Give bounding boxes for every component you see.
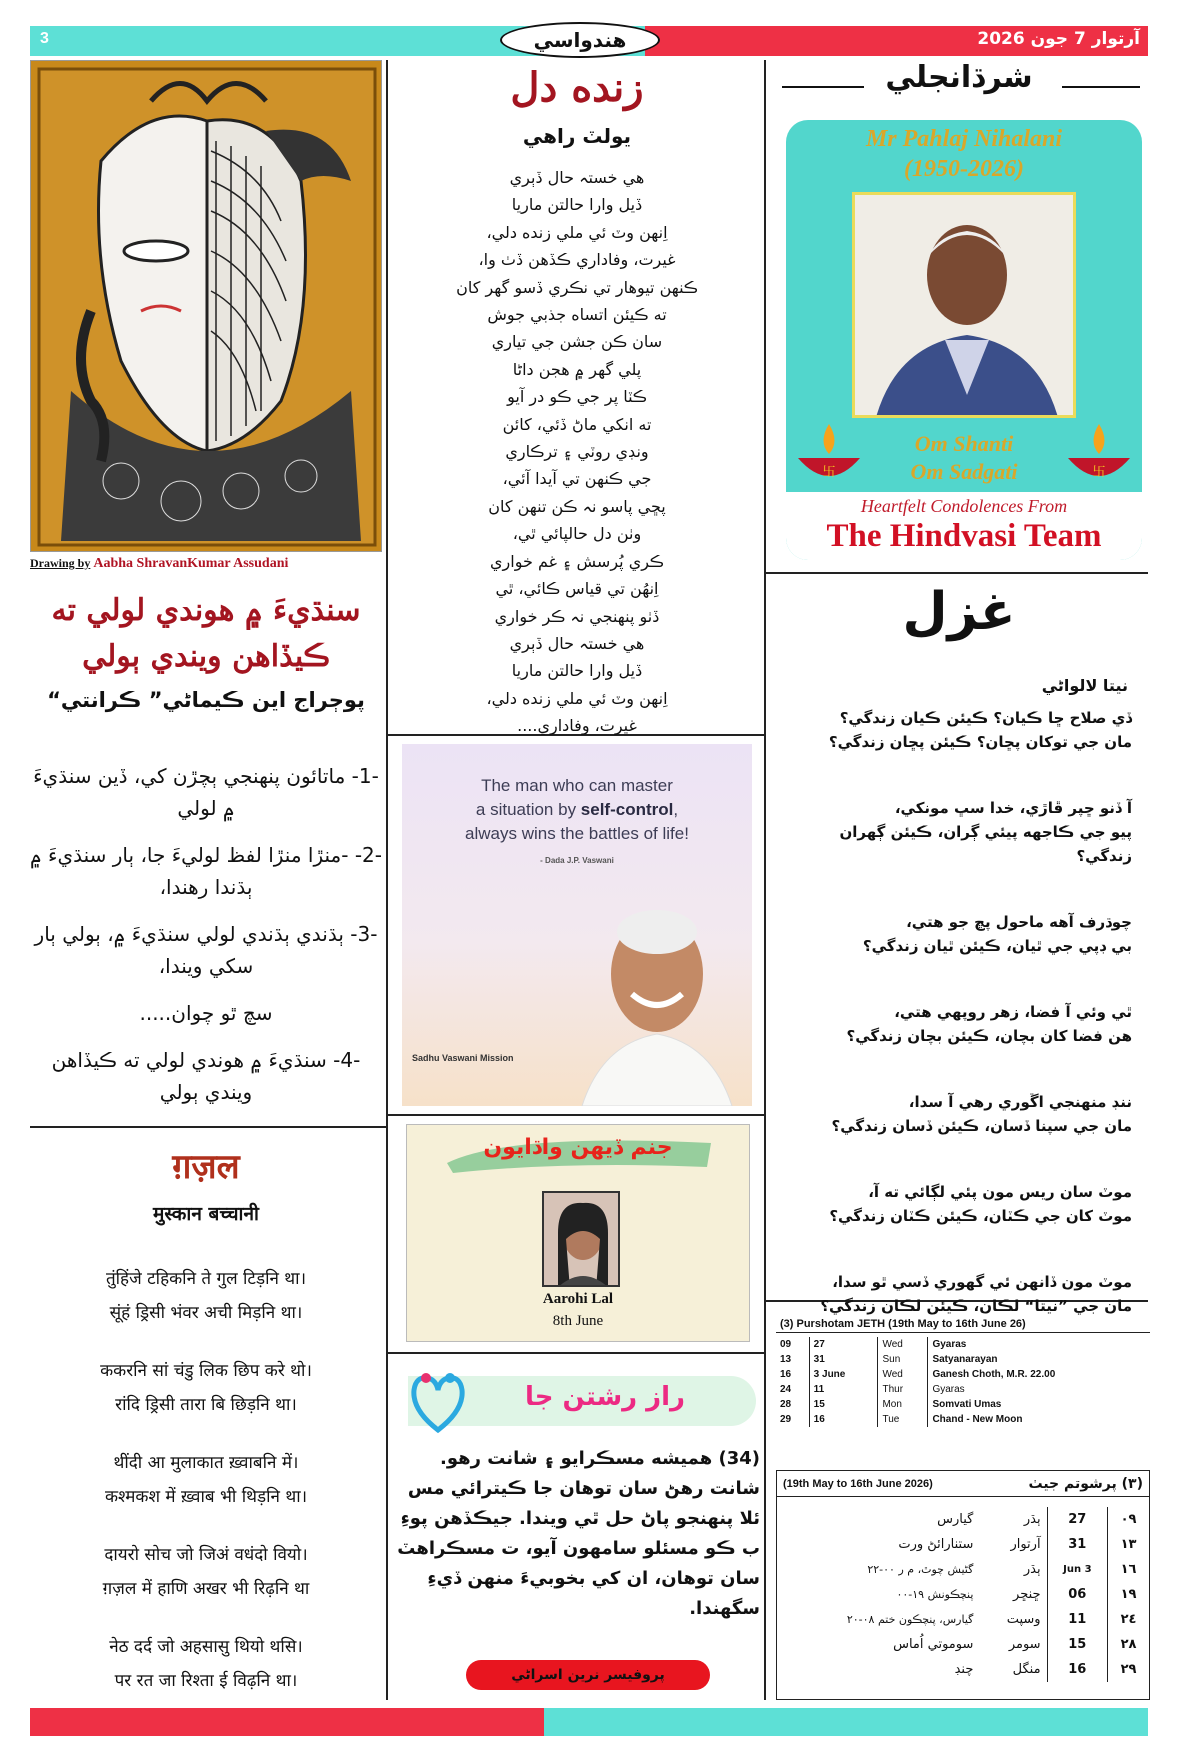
sindhi-ghazal-title: غزل: [902, 582, 1016, 642]
drawing-credit: [30, 556, 382, 572]
tribute-photo: [852, 192, 1076, 418]
ghazal-line: ٿي وئي آ فضا، زهر روپهي هتي،: [894, 1003, 1132, 1021]
poem-line: ڏيل وارا حالتن ماريا: [511, 661, 643, 681]
quote-mission-label: Sadhu Vaswani Mission: [412, 1053, 514, 1063]
credit-artist: Aabha ShravanKumar Assudani: [93, 556, 289, 571]
poem-line: وٺن دل حالپائي ٿي،: [512, 524, 642, 544]
bottom-color-bar: [30, 1708, 1148, 1736]
table-row: 16 3 June Wed Ganesh Choth, M.R. 22.00: [776, 1367, 1150, 1382]
poem-line: ڪٽا پر جي ڪو در آيو: [507, 387, 647, 407]
hindi-ghazal-title: ग़ज़ल: [172, 1147, 240, 1187]
ghazal-line: بي ڊپي جي ٿيان، ڪيئن ٿيان زندگي؟: [862, 937, 1132, 955]
birthday-name: Aarohi Lal: [542, 1291, 614, 1307]
ghazal-line: موٽ مون ڏانهن ئي گهوري ڏسي ٿو سدا،: [832, 1273, 1132, 1291]
section-divider: [30, 1126, 386, 1128]
ghazal-line: तुंहिंजे टहिकनि ते गुल टिड़नि था।: [105, 1269, 307, 1289]
birthday-title: جنم ڏيهن واڌايون: [483, 1135, 673, 1160]
section-divider: [764, 572, 1148, 574]
svg-text:卐: 卐: [822, 465, 836, 480]
article-line: -1- ماتائون پنهنجي ٻچڙن کي، ڏين سنڌيءَ ۾ لولي: [33, 764, 379, 820]
birthday-box: [406, 1124, 750, 1342]
poem-line: ته ڪيئن اتساه جذبي جوش: [487, 305, 667, 325]
tribute-name: Mr Pahlaj Nihalani (1950-2026): [865, 126, 1063, 182]
ghazal-line: موٽ کان جي ڪٽان، ڪيئن ڪٽان زندگي؟: [829, 1207, 1132, 1225]
sindhi-ghazal-body: [786, 706, 1132, 1360]
raaz-author-badge: پروفيسر نرين اسراڻي: [466, 1660, 710, 1690]
shraddhanjali-title: شرڌانجلي: [885, 60, 1033, 95]
ghazal-line: ڏي صلاح ڇا ڪيان؟ ڪيئن ڪيان زندگي؟: [839, 709, 1132, 727]
article-line: -2- -منڙا منڙا لفظ لوليءَ جا، ٻار سنڌيءَ ۾ ٻڌندا رهندا،: [29, 843, 382, 899]
sindhi-ghazal-author: نيتا لالواڻي: [1041, 676, 1128, 695]
sindhi-article-body: [30, 760, 382, 1123]
poem-line: اِنهُن تي قياس ڪائي، ٿي: [495, 579, 659, 599]
column-divider: [764, 60, 766, 1700]
hindi-ghazal-body: [30, 1262, 382, 1698]
ghazal-line: पर रत जा रिश्ता ई विढ़नि था।: [114, 1671, 298, 1691]
ghazal-line: थींदी आ मुलाकात ख़्वाबनि में।: [113, 1453, 299, 1473]
vaswani-portrait: [572, 894, 742, 1106]
poem-author: يولٽ راهي: [522, 124, 632, 148]
table-row: ٢٩ 16 منگل چنڊ: [777, 1657, 1149, 1682]
poem-line: اِنهن وٽ ئي ملي زنده دلي،: [486, 688, 668, 708]
ghazal-line: موٽ سان ريس مون پئي لڳائي ته آ،: [868, 1183, 1132, 1201]
poem-line: ڏٺو پنهنجي نہ ڪر خواري: [494, 606, 660, 626]
quote-text: The man who can master a situation by self-control, always wins the battles of life!: [465, 776, 689, 843]
poem-line: هي خستہ حال ڏٻري: [509, 168, 645, 187]
birthday-date: 8th June: [552, 1313, 604, 1329]
poem-body: [392, 164, 762, 740]
shiva-drawing-image: [30, 60, 382, 552]
table-row: 09 27 Wed Gyaras: [776, 1337, 1150, 1352]
poem-line: سان ڪن جشن جي تياري: [491, 332, 663, 352]
table-row: ٢٤ 11 وسپت گيارس، پنچڪون ختم ٠٨-٢٠: [777, 1607, 1149, 1632]
poem-line: اِنهن وٽ ئي ملي زنده دلي،: [486, 222, 668, 242]
ghazal-line: ننڊ منهنجي اڱوري رهي آ سدا،: [908, 1093, 1132, 1111]
poem-line: ته انکي ماڻ ڏئي، کائن: [502, 414, 652, 434]
table-row: ٠٩ 27 ٻڌر گيارس: [777, 1507, 1149, 1532]
table-row: ١٩ 06 ڇنڇر پنچڪونش ١٩-٠٠: [777, 1582, 1149, 1607]
table-row: ١٣ 31 آرتوار ستنارائڻ ورت: [777, 1532, 1149, 1557]
ghazal-line: नेठ दर्द जो अहसासु थियो थसि।: [109, 1637, 303, 1657]
ghazal-line: آ ڏنو ڇپر ڦاڙي، خدا سڀ مونکي،: [894, 799, 1132, 817]
ghazal-line: रांदि ड्रिसी तारा बि छिड़नि था।: [115, 1395, 297, 1415]
ghazal-line: ककरनि सां चंडु लिक छिप करे थो।: [100, 1361, 312, 1381]
table-row: 13 31 Sun Satyanarayan: [776, 1352, 1150, 1367]
calendar-sindhi-table: [777, 1507, 1149, 1682]
ghazal-line: दायरो सोच जो जिअं वधंदो वियो।: [104, 1545, 308, 1565]
table-row: ٢٨ 15 سومر سوموتي اُماس: [777, 1632, 1149, 1657]
quote-author: - Dada J.P. Vaswani: [540, 856, 614, 865]
calendar-english-heading: (3) Purshotam JETH (19th May to 16th June 26): [776, 1316, 1150, 1333]
ghazal-line: مان جي ”نيتا“ لڪان، ڪيئن لڪان زندگي؟: [820, 1297, 1132, 1315]
ghazal-line: सूंहं ड्रिसी भंवर अची मिड़नि था।: [109, 1303, 303, 1323]
sindhi-article-title: سنڌيءَ ۾ هوندي لولي ته ڪيڏاهن ويندي ٻولي: [51, 593, 361, 674]
ghazal-line: هن فضا کان بچان، ڪيئن بچان زندگي؟: [846, 1027, 1132, 1045]
date-line: آرتوار 7 جون 2026: [977, 29, 1140, 49]
ghazal-line: مان جي سپنا ڏسان، ڪيئن ڏسان زندگي؟: [831, 1117, 1132, 1135]
ghazal-line: ग़ज़ल में हाणि अखर भी रिढ़नि था: [102, 1579, 310, 1599]
heart-people-icon: [410, 1370, 466, 1434]
poem-line: پڇي پاسو نہ ڪن تنهن کان: [488, 496, 666, 516]
ghazal-line: مان جي توکان پڇان؟ ڪيئن پڇان زندگي؟: [828, 733, 1132, 751]
poem-title: زنده دل: [510, 64, 644, 111]
masthead-logo: هندواسي: [500, 22, 660, 58]
vaswani-quote-card: [402, 744, 752, 1106]
calendar-sindhi-heading: (19th May to 16th June 2026) (٣) پرشوتم جيٺ: [777, 1471, 1149, 1497]
birthday-photo: [542, 1191, 620, 1287]
poem-line: جي ڪنهن تي آيدا آئي،: [502, 469, 652, 489]
sindhi-article-author: پوڄراج اين ڪيماڻي” ڪرانتي“: [47, 688, 365, 712]
ghazal-line: چوڌرف آهه ماحول پڇ جو هتي،: [906, 913, 1132, 931]
article-line: -4- سنڌيءَ ۾ هوندي لولي ته ڪيڏاهن ويندي ٻولي: [51, 1048, 361, 1104]
poem-line: پلي گهر ۾ هجن داڻا: [512, 359, 642, 379]
ghazal-line: پيو جي ڪاجهه پيئي ڳران، ڪيئن ڳهران زندگي؟: [839, 823, 1132, 865]
svg-text:卐: 卐: [1092, 465, 1106, 480]
calendar-english: [776, 1316, 1150, 1427]
article-line: -3- ٻڌندي ٻڌندي لولي سنڌيءَ ۾، ٻولي ٻار سکي ويندا،: [34, 922, 378, 978]
poem-line: ڪنهن تيوهار تي نڪري ڏسو گهر کان: [456, 277, 698, 297]
tribute-card: [786, 120, 1142, 560]
table-row: 28 15 Mon Somvati Umas: [776, 1397, 1150, 1412]
page-number: 3: [40, 30, 49, 47]
raaz-body: (34) هميشه مسڪرايو ۽ شانت رهو. شانت رهڻ سان توهان جا ڪيترائي مس ئلا پنهنجو پاڻ حل ٿي ويندا. جيڪڏهن پوءِ ب ڪو مسئلو سامهون آيو، ت مسڪراهٽ سان توهان، ان کي بخوبيءَ منهن ڏيءِ سگهندا.: [397, 1448, 760, 1619]
ghazal-line: कश्मकश में ख़्वाब भी थिड़नि था।: [104, 1487, 308, 1507]
poem-line: ونڊي روٽي ۽ ترڪاري: [505, 442, 649, 462]
poem-line: ڪري پُرسش ۽ غم خواري: [490, 551, 664, 571]
table-row: 24 11 Thur Gyaras: [776, 1382, 1150, 1397]
poem-line: غيرت، وفاداري....: [517, 716, 637, 736]
poem-line: غيرت، وفاداري ڪڏهن ڏٺ وا،: [478, 250, 676, 270]
section-divider: [386, 1352, 764, 1354]
table-row: ١٦ 3 Jun ٻڌر گڻيش چوٿ، م ر ٠٠-٢٢: [777, 1557, 1149, 1582]
tribute-om-text: Om Shanti Om Sadgati: [910, 431, 1018, 484]
raaz-title: راز رشتن جا: [525, 1382, 685, 1412]
poem-line: هي خستہ حال ڏٻري: [509, 633, 645, 653]
hindi-ghazal-author: मुस्कान बच्चानी: [153, 1203, 259, 1225]
poem-line: ڏيل وارا حالتن ماريا: [511, 195, 643, 215]
section-divider: [386, 1114, 764, 1116]
column-divider: [386, 60, 388, 1700]
condolences-text: Heartfelt Condolences From: [860, 496, 1068, 516]
table-row: 29 16 Tue Chand - New Moon: [776, 1412, 1150, 1427]
calendar-sindhi: [776, 1470, 1150, 1700]
credit-label: Drawing by: [30, 556, 91, 570]
team-name: The Hindvasi Team: [826, 518, 1102, 554]
calendar-english-table: [776, 1337, 1150, 1427]
article-line: سچ ٿو چوان.....: [139, 1001, 273, 1025]
